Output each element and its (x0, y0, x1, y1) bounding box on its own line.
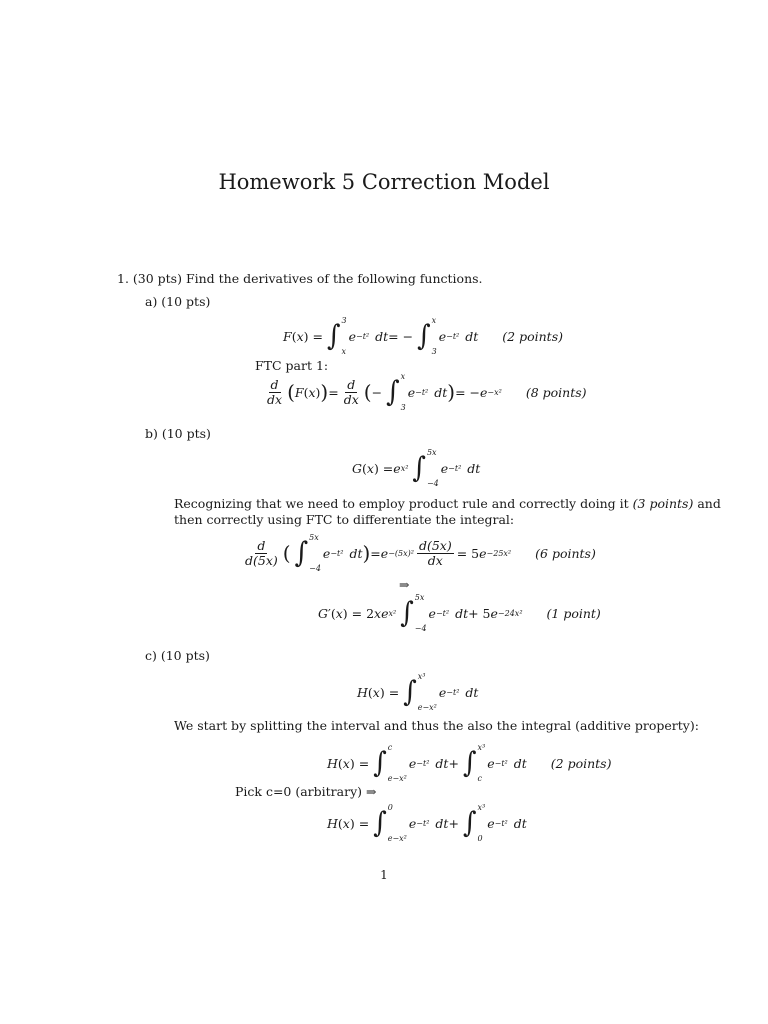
equation-b2: $\frac{d}{d(5x)}$ ( ∫ 5x −4 e −t² dt ) = e −(5x)² $\frac{d(5x)}{dx}$ = 5 e −25x² (6 points) (245, 533, 596, 573)
equation-c2: H ( x ) = ∫ c e−x² e −t² dt + ∫ x³ c e −t² dt (2 points) (327, 743, 612, 783)
page-number: 1 (380, 868, 388, 882)
part-c-text: We start by splitting the interval and thus the also the integral (additive property): (174, 718, 699, 733)
points-annotation: (6 points) (535, 545, 596, 561)
part-b-label: b) (10 pts) (145, 426, 211, 441)
equation-a2: $\frac{d}{dx}$ ( F ( x ) ) = $\frac{d}{dx}$ ( − ∫ x 3 e −t² dt ) = − e −x² (8 points) (267, 372, 587, 412)
page-title: Homework 5 Correction Model (218, 170, 550, 194)
pick-c-text: Pick c=0 (arbitrary) ⇒ (235, 784, 377, 799)
equation-b1: G ( x ) = e x² ∫ 5x −4 e −t² dt (352, 448, 481, 488)
equation-a1: F ( x ) = ∫ 3 x e −t² dt = − ∫ x 3 e −t² dt (2 points) (283, 316, 563, 356)
ftc-label: FTC part 1: (255, 358, 329, 373)
part-a-label: a) (10 pts) (145, 294, 211, 309)
equation-c3: H ( x ) = ∫ 0 e−x² e −t² dt + ∫ x³ 0 e −t² dt (327, 803, 527, 843)
points-annotation: (2 points) (550, 755, 612, 771)
part-b-text-line2: then correctly using FTC to differentiate the integral: (174, 512, 515, 527)
implies-arrow: ⇒ (399, 577, 410, 592)
question-1-heading: 1. (30 pts) Find the derivatives of the following functions. (117, 271, 483, 286)
points-annotation: (1 point) (546, 605, 601, 621)
part-b-text-line1: Recognizing that we need to employ product rule and correctly doing it (3 points) and (174, 496, 721, 511)
equation-c1: H ( x ) = ∫ x³ e−x² e −t² dt (357, 672, 479, 712)
part-c-label: c) (10 pts) (145, 648, 210, 663)
points-annotation: (8 points) (525, 384, 587, 400)
points-annotation: (2 points) (502, 328, 563, 344)
equation-b3: G ′( x ) = 2 xe x² ∫ 5x −4 e −t² dt + 5 e −24x² (1 point) (318, 593, 601, 633)
